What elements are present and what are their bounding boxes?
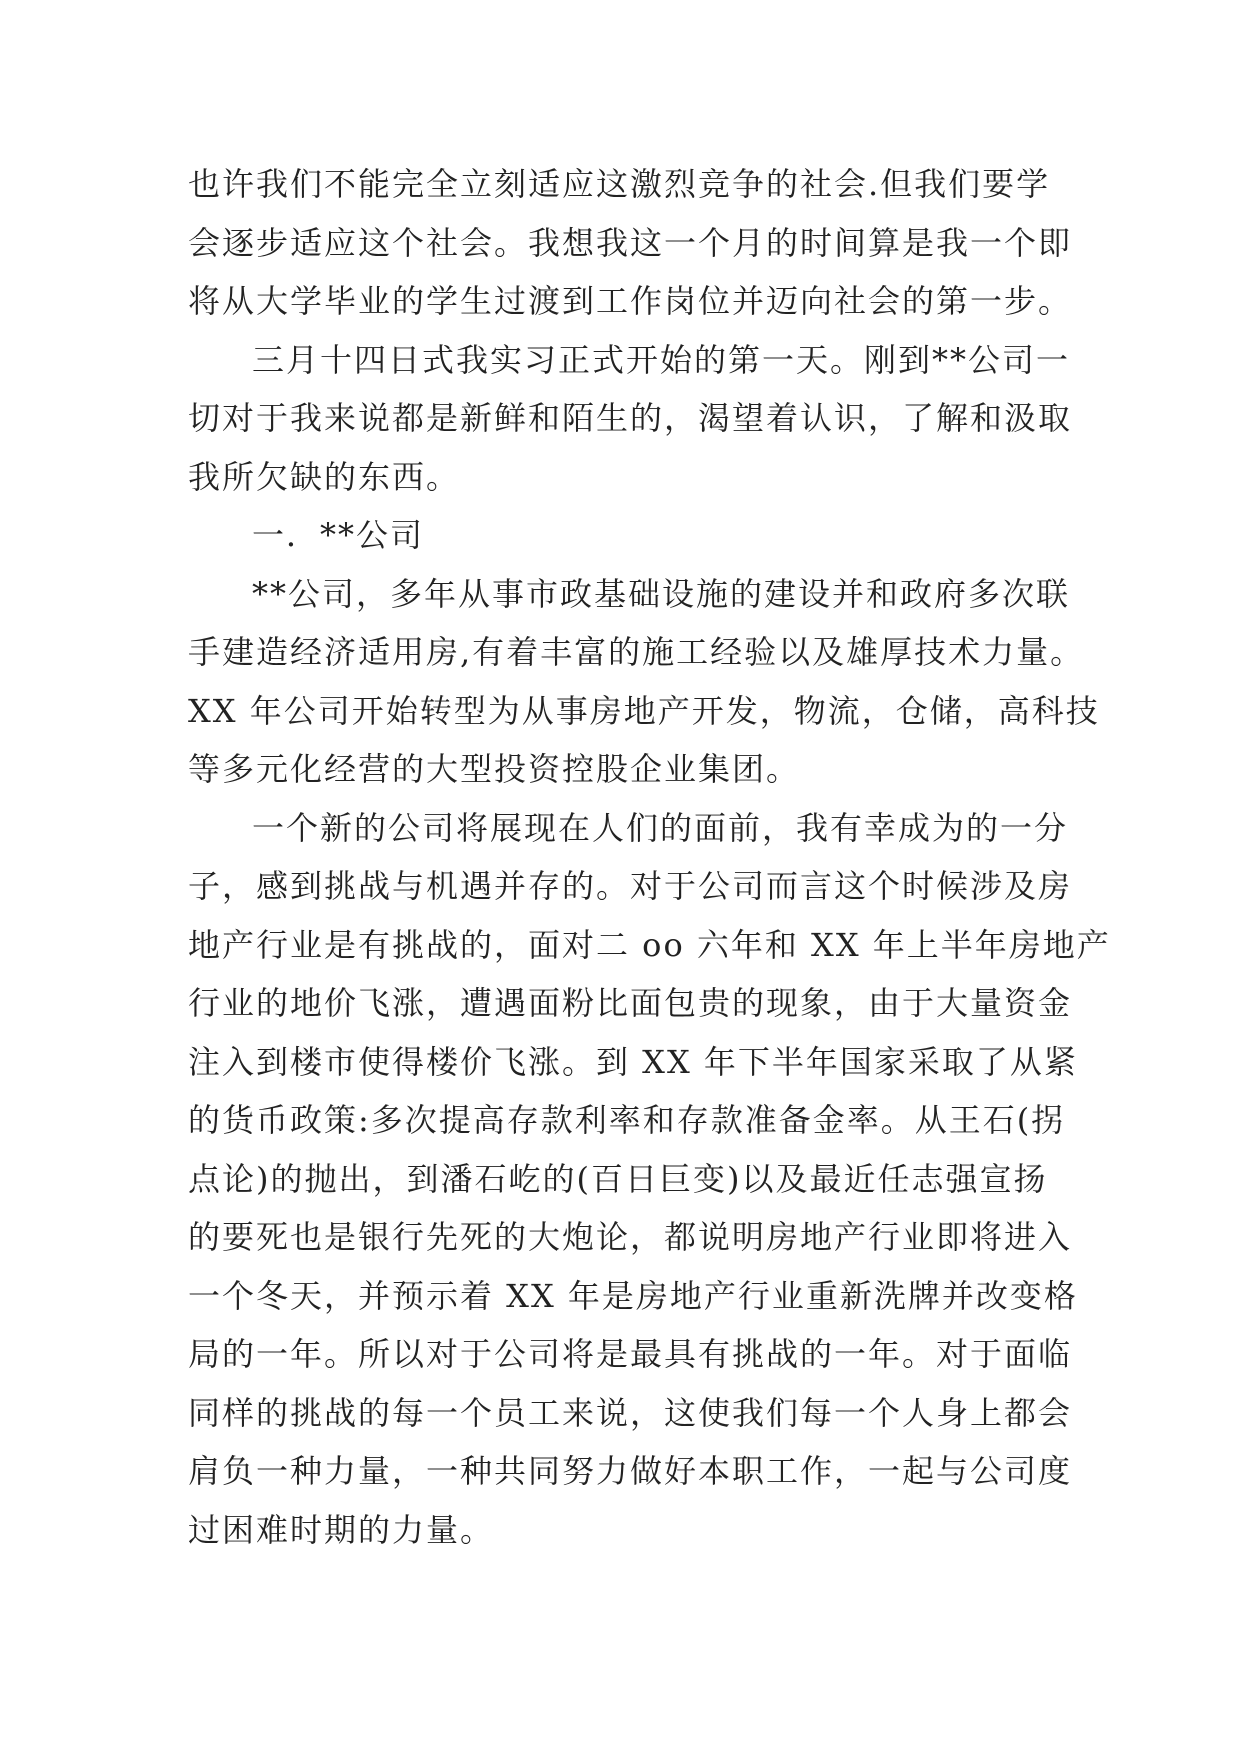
text-line: 将从大学毕业的学生过渡到工作岗位并迈向社会的第一步。 (188, 282, 1073, 320)
text-line: 一个冬天，并预示着 XX 年是房地产行业重新洗牌并改变格 (188, 1276, 1078, 1315)
text-line: 地产行业是有挑战的，面对二 oo 六年和 XX 年上半年房地产 (188, 925, 1111, 964)
text-line: 同样的挑战的每一个员工来说，这使我们每一个人身上都会 (188, 1393, 1073, 1432)
text-line: 的要死也是银行先死的大炮论，都说明房地产行业即将进入 (188, 1218, 1073, 1256)
text-line: 局的一年。所以对于公司将是最具有挑战的一年。对于面临 (188, 1335, 1073, 1373)
text-line: 手建造经济适用房,有着丰富的施工经验以及雄厚技术力量。 (188, 633, 1085, 671)
text-line: 肩负一种力量，一种共同努力做好本职工作，一起与公司度 (188, 1452, 1073, 1490)
text-line: 等多元化经营的大型投资控股企业集团。 (188, 750, 801, 788)
text-line: 行业的地价飞涨，遭遇面粉比面包贵的现象，由于大量资金 (188, 984, 1073, 1022)
text-line: 子，感到挑战与机遇并存的。对于公司而言这个时候涉及房 (188, 867, 1073, 905)
text-line: XX 年公司开始转型为从事房地产开发，物流，仓储，高科技 (188, 691, 1100, 730)
text-line: 也许我们不能完全立刻适应这激烈竞争的社会.但我们要学 (188, 165, 1051, 203)
text-line: 过困难时期的力量。 (188, 1510, 495, 1549)
text-line: 会逐步适应这个社会。我想我这一个月的时间算是我一个即 (188, 223, 1073, 262)
paragraph-first-line: **公司，多年从事市政基础设施的建设并和政府多次联 (252, 574, 1071, 613)
document-body (188, 155, 1111, 1559)
text-line: 注入到楼市使得楼价飞涨。到 XX 年下半年国家采取了从紧 (188, 1042, 1078, 1081)
paragraph-first-line: 一个新的公司将展现在人们的面前，我有幸成为的一分 (252, 808, 1069, 847)
text-line: 切对于我来说都是新鲜和陌生的，渴望着认识，了解和汲取 (188, 399, 1073, 437)
text-line: 我所欠缺的东西。 (188, 457, 461, 496)
text-line: 的货币政策:多次提高存款利率和存款准备金率。从王石(拐 (188, 1101, 1066, 1139)
text-line: 点论)的抛出，到潘石屹的(百日巨变)以及最近任志强宣扬 (188, 1159, 1048, 1198)
section-heading: 一．**公司 (252, 516, 425, 554)
paragraph-first-line: 三月十四日式我实习正式开始的第一天。刚到**公司一 (252, 340, 1071, 379)
